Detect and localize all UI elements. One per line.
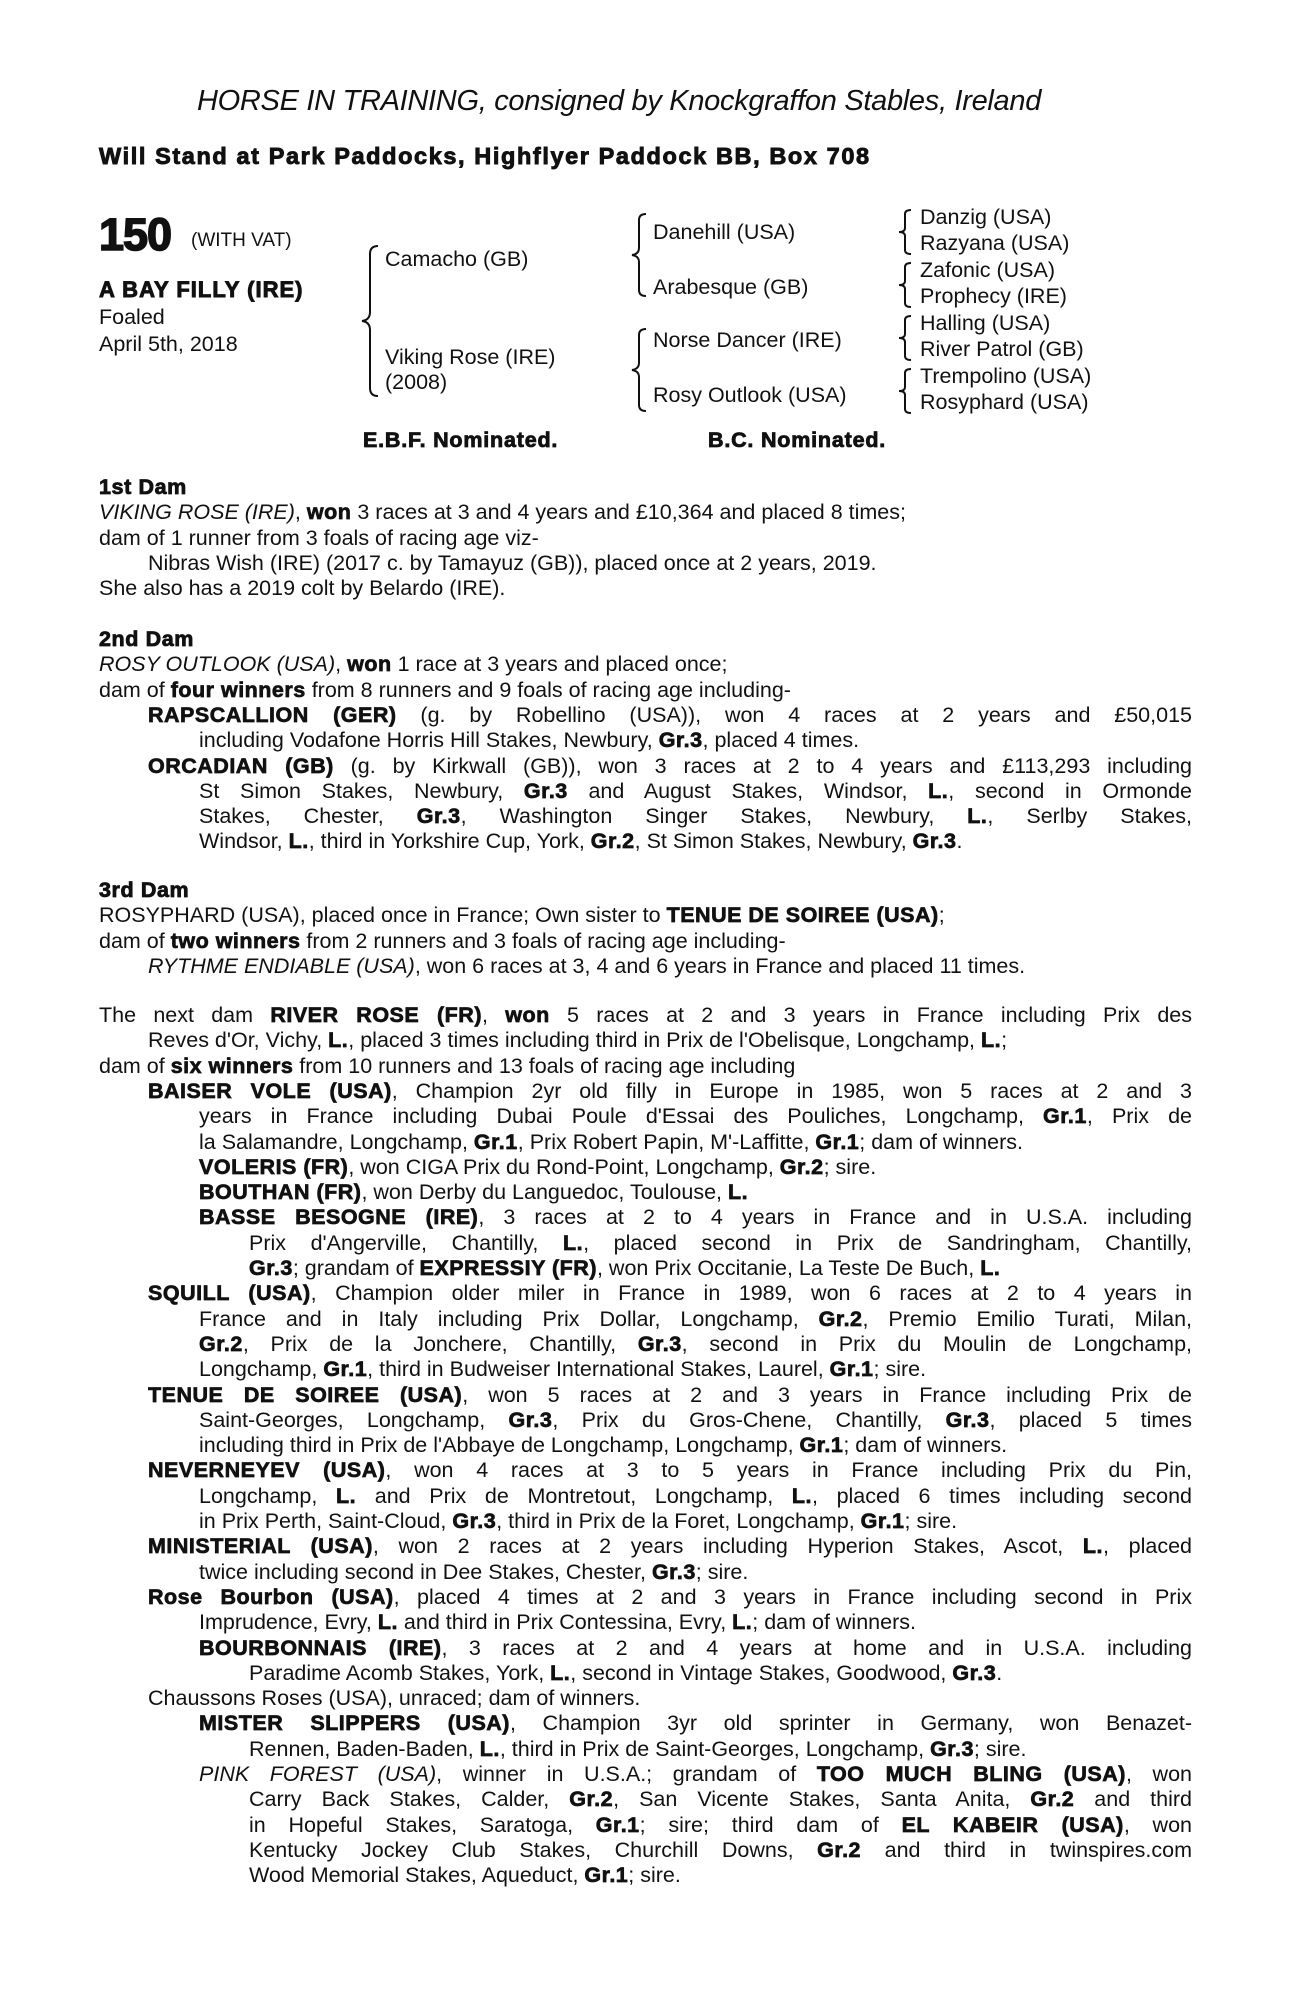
dam-dam-name: Rosy Outlook (USA)	[653, 383, 847, 407]
text: , San Vicente Stakes, Santa Anita,	[613, 1787, 1031, 1812]
text: Wood Memorial Stakes, Aqueduct,	[249, 1863, 585, 1888]
ancestor-pair-brace-icon	[895, 261, 915, 309]
record-line	[199, 1307, 1192, 1332]
record-line	[199, 779, 1192, 804]
text: ,	[481, 1003, 506, 1027]
text: , third in Prix de la Foret, Longchamp,	[496, 1509, 861, 1533]
record-line	[199, 728, 859, 753]
bold-text: EXPRESSIY (FR)	[419, 1256, 597, 1280]
ancestor-pair-brace-icon	[895, 314, 915, 362]
text: ; sire.	[823, 1154, 877, 1179]
record-line	[99, 903, 945, 928]
bold-text: Gr.1	[829, 1357, 874, 1382]
bold-text: won	[505, 1003, 550, 1027]
bold-text: Gr.1	[815, 1129, 860, 1154]
text: Imprudence, Evry,	[199, 1610, 378, 1635]
text: in Hopeful Stakes, Saratoga,	[249, 1812, 596, 1837]
text: ; sire.	[873, 1357, 927, 1382]
sire-sire-name: Danehill (USA)	[653, 220, 796, 244]
text: , Prix de	[1086, 1104, 1192, 1129]
bold-text: Gr.1	[473, 1129, 518, 1154]
text: .	[996, 1660, 1003, 1685]
record-line	[249, 1813, 1192, 1838]
record-line	[199, 1130, 1023, 1155]
text: , won 5 races at 2 and 3 years in France including Prix de	[462, 1382, 1192, 1407]
record-line	[249, 1661, 1002, 1686]
record-line	[148, 754, 1192, 779]
italic-text: PINK FOREST (USA)	[199, 1762, 437, 1786]
bold-text: BOURBONNAIS (IRE)	[199, 1635, 442, 1660]
text: , Prix Robert Papin, M'-Laffitte,	[517, 1129, 816, 1154]
bold-text: Gr.3	[952, 1660, 997, 1685]
record-line	[199, 1610, 916, 1635]
sire-dam-name: Arabesque (GB)	[653, 275, 809, 299]
text: ,	[335, 652, 348, 677]
dam-heading: 3rd Dam	[99, 878, 190, 902]
text: ; dam of winners.	[752, 1610, 916, 1635]
text: , Serlby Stakes,	[987, 804, 1192, 829]
record-line	[199, 1560, 748, 1585]
record-line	[99, 929, 786, 954]
text: , won Prix Occitanie, La Teste De Buch,	[596, 1256, 981, 1280]
text: and August Stakes, Windsor,	[567, 778, 929, 803]
text: , placed second in Prix de Sandringham, Chantilly,	[583, 1230, 1192, 1255]
bold-text: Rose Bourbon (USA)	[148, 1584, 394, 1609]
text: , third in Prix de Saint-Georges, Longchamp,	[499, 1736, 931, 1761]
bold-text: RIVER ROSE (FR)	[270, 1003, 482, 1027]
text: from 8 runners and 9 foals of racing age including-	[305, 677, 791, 702]
bold-text: Gr.1	[1043, 1104, 1087, 1129]
bold-text: L.	[791, 1483, 812, 1508]
text: dam of	[99, 677, 171, 702]
text: She also has a 2019 colt by Belardo (IRE).	[99, 576, 506, 601]
bold-text: TENUE DE SOIREE (USA)	[148, 1382, 463, 1407]
record-line	[199, 1509, 957, 1534]
text: , winner in U.S.A.; grandam of	[436, 1762, 817, 1786]
text: , Prix du Gros-Chene, Chantilly,	[552, 1407, 946, 1432]
text: , third in Budweiser International Stakes, Laurel,	[367, 1357, 830, 1382]
record-line	[99, 526, 539, 551]
bold-text: Gr.3	[416, 804, 461, 829]
text: , Washington Singer Stakes, Newbury,	[460, 804, 968, 829]
text: ,	[294, 500, 307, 525]
record-line	[99, 1054, 795, 1079]
record-line	[148, 1458, 1192, 1483]
bold-text: four winners	[170, 677, 306, 702]
record-line	[249, 1737, 1026, 1762]
text: , placed 6 times including second	[811, 1483, 1192, 1508]
text: and third	[1074, 1787, 1192, 1812]
text: , Champion older miler in France in 1989, won 6 races at 2 to 4 years in	[310, 1281, 1192, 1306]
dam-sire-name: Norse Dancer (IRE)	[653, 328, 842, 352]
text: ROSYPHARD (USA), placed once in France; Own sister to	[99, 903, 667, 928]
bold-text: EL KABEIR (USA)	[901, 1812, 1124, 1837]
text: , second in Ormonde	[948, 778, 1192, 803]
text: and Prix de Montretout, Longchamp,	[356, 1483, 792, 1508]
bold-text: Gr.1	[584, 1863, 629, 1888]
text: , won	[1123, 1812, 1192, 1837]
bold-text: RAPSCALLION (GER)	[148, 702, 397, 727]
foaled-date: April 5th, 2018	[99, 332, 238, 356]
bold-text: BOUTHAN (FR)	[199, 1180, 362, 1205]
third-gen-ancestor: Razyana (USA)	[920, 231, 1070, 255]
bold-text: Gr.3	[452, 1509, 497, 1533]
record-line	[148, 954, 1025, 979]
bold-text: MINISTERIAL (USA)	[148, 1534, 373, 1559]
text: , won 4 races at 3 to 5 years in France including Prix du Pin,	[385, 1458, 1192, 1483]
text: , Premio Emilio Turati, Milan,	[862, 1306, 1192, 1331]
text: and third in Prix Contessina, Evry,	[397, 1610, 733, 1635]
third-gen-ancestor: River Patrol (GB)	[920, 337, 1084, 361]
record-line	[199, 1155, 876, 1180]
text: , placed	[1102, 1534, 1192, 1559]
bold-text: Gr.3	[945, 1407, 990, 1432]
record-line	[148, 703, 1192, 728]
text: ; sire.	[904, 1509, 958, 1533]
record-line	[148, 1585, 1192, 1610]
bold-text: Gr.1	[799, 1433, 844, 1458]
bold-text: L.	[328, 1028, 349, 1053]
text: Longchamp,	[199, 1483, 336, 1508]
pedigree-brace-icon	[358, 244, 382, 398]
text: Windsor,	[199, 829, 289, 854]
text: , won Derby du Languedoc, Toulouse,	[361, 1180, 729, 1205]
text: , won CIGA Prix du Rond-Point, Longchamp,	[348, 1154, 780, 1179]
bold-text: Gr.3	[651, 1559, 696, 1584]
bold-text: NEVERNEYEV (USA)	[148, 1458, 386, 1483]
bold-text: Gr.3	[249, 1256, 293, 1280]
record-line	[199, 1636, 1192, 1661]
record-line	[199, 1433, 1007, 1458]
text: ; dam of winners.	[859, 1129, 1023, 1154]
bold-text: L.	[550, 1660, 571, 1685]
text: , Prix de la Jonchere, Chantilly,	[242, 1331, 638, 1356]
text: dam of	[99, 1053, 171, 1078]
record-line	[148, 1534, 1192, 1559]
lot-number: 150	[99, 209, 172, 260]
record-line	[249, 1838, 1192, 1863]
text: years in France including Dubai Poule d'Essai des Pouliches, Longchamp,	[199, 1104, 1044, 1129]
bold-text: two winners	[170, 928, 301, 953]
text: Saint-Georges, Longchamp,	[199, 1407, 509, 1432]
text: , second in Prix du Moulin de Longchamp,	[681, 1331, 1192, 1356]
bold-text: L.	[728, 1180, 749, 1205]
text: The next dam	[99, 1003, 271, 1027]
text: dam of	[99, 928, 171, 953]
text: Stakes, Chester,	[199, 804, 417, 829]
record-line	[199, 1762, 1192, 1787]
text: 1 race at 3 years and placed once;	[391, 652, 728, 677]
text: 5 races at 2 and 3 years in France including Prix des	[549, 1003, 1192, 1027]
text: .	[956, 829, 963, 854]
ebf-nomination: E.B.F. Nominated.	[363, 428, 559, 452]
bold-text: L.	[980, 1256, 1001, 1280]
dam-heading: 1st Dam	[99, 475, 187, 499]
record-line	[249, 1863, 681, 1888]
text: from 10 runners and 13 foals of racing age including	[293, 1053, 796, 1078]
bold-text: Gr.3	[930, 1736, 974, 1761]
bold-text: Gr.2	[817, 1837, 862, 1862]
text: Rennen, Baden-Baden,	[249, 1736, 480, 1761]
text: St Simon Stakes, Newbury,	[199, 778, 524, 803]
text: ; grandam of	[292, 1256, 420, 1280]
record-line	[199, 1332, 1192, 1357]
record-line	[199, 1357, 926, 1382]
text: ;	[1001, 1028, 1008, 1053]
record-line	[148, 1028, 1007, 1053]
text: Longchamp,	[199, 1357, 324, 1382]
text: Reves d'Or, Vichy,	[148, 1028, 329, 1053]
bold-text: won	[347, 652, 392, 677]
bold-text: Gr.3	[912, 829, 957, 854]
sire-name: Camacho (GB)	[385, 247, 529, 271]
text: including third in Prix de l'Abbaye de Longchamp, Longchamp,	[199, 1433, 800, 1458]
dam-name: Viking Rose (IRE)	[385, 345, 556, 369]
text: , placed 4 times at 2 and 3 years in France including second in Prix	[393, 1584, 1192, 1609]
ancestor-pair-brace-icon	[895, 367, 915, 415]
text: la Salamandre, Longchamp,	[199, 1129, 474, 1154]
record-line	[99, 1003, 1192, 1028]
third-gen-ancestor: Danzig (USA)	[920, 205, 1052, 229]
third-gen-ancestor: Zafonic (USA)	[920, 258, 1056, 282]
record-line	[148, 1383, 1192, 1408]
record-line	[99, 576, 505, 601]
text: ; sire; third dam of	[639, 1812, 902, 1837]
text: Chaussons Roses (USA), unraced; dam of winners.	[148, 1686, 641, 1711]
record-line	[199, 1484, 1192, 1509]
italic-text: ROSY OUTLOOK (USA)	[99, 652, 336, 677]
text: , placed 4 times.	[702, 728, 860, 753]
text: , won 6 races at 3, 4 and 6 years in France and placed 11 times.	[414, 953, 1026, 978]
text: , St Simon Stakes, Newbury,	[634, 829, 913, 854]
bold-text: L.	[288, 829, 309, 854]
text: , 3 races at 2 to 4 years in France and in U.S.A. including	[478, 1205, 1192, 1230]
record-line	[249, 1231, 1192, 1256]
sire-line-brace-icon	[628, 212, 650, 298]
record-line	[148, 1281, 1192, 1306]
record-line	[199, 829, 962, 854]
bold-text: L.	[335, 1483, 357, 1508]
text: Kentucky Jockey Club Stakes, Churchill Downs,	[249, 1837, 818, 1862]
record-line	[199, 1711, 1192, 1736]
bold-text: Gr.3	[658, 728, 703, 753]
record-line	[199, 1205, 1192, 1230]
record-line	[199, 804, 1192, 829]
text: ; sire.	[695, 1559, 749, 1584]
stable-location: Will Stand at Park Paddocks, Highflyer Paddock BB, Box 708	[99, 143, 871, 169]
bold-text: Gr.3	[508, 1407, 553, 1432]
bold-text: Gr.1	[595, 1812, 640, 1837]
bold-text: Gr.2	[590, 829, 635, 854]
text: from 2 runners and 3 foals of racing age including-	[300, 928, 786, 953]
text: 3 races at 3 and 4 years and £10,364 and placed 8 times;	[351, 500, 906, 525]
text: Paradime Acomb Stakes, York,	[249, 1660, 551, 1685]
bold-text: Gr.1	[860, 1509, 905, 1533]
bold-text: Gr.2	[199, 1331, 243, 1356]
text: , Champion 3yr old sprinter in Germany, won Benazet-	[509, 1711, 1192, 1736]
text: , won	[1125, 1762, 1192, 1786]
bold-text: L.	[732, 1610, 753, 1635]
text: ;	[938, 903, 945, 928]
record-line	[199, 1408, 1192, 1433]
text: Nibras Wish (IRE) (2017 c. by Tamayuz (GB)), placed once at 2 years, 2019.	[148, 550, 877, 575]
bold-text: Gr.3	[523, 778, 568, 803]
bold-text: six winners	[170, 1053, 294, 1078]
record-line	[99, 652, 727, 677]
bold-text: L.	[479, 1736, 500, 1761]
bold-text: L.	[377, 1610, 398, 1635]
record-line	[99, 678, 791, 703]
record-line	[199, 1180, 748, 1205]
bold-text: L.	[981, 1028, 1002, 1053]
bc-nomination: B.C. Nominated.	[708, 428, 887, 452]
bold-text: L.	[928, 778, 949, 803]
bold-text: won	[306, 500, 352, 525]
vat-note: (WITH VAT)	[191, 230, 292, 251]
text: , third in Yorkshire Cup, York,	[308, 829, 591, 854]
record-line	[148, 1079, 1192, 1104]
bold-text: Gr.2	[569, 1787, 614, 1812]
bold-text: VOLERIS (FR)	[199, 1154, 349, 1179]
text: , 3 races at 2 and 4 years at home and in U.S.A. including	[441, 1635, 1192, 1660]
text: (g. by Robellino (USA)), won 4 races at 2 years and £50,015	[396, 702, 1192, 727]
bold-text: TENUE DE SOIREE (USA)	[666, 903, 939, 928]
page-title: HORSE IN TRAINING, consigned by Knockgraffon Stables, Ireland	[197, 85, 1042, 117]
record-line	[148, 1686, 640, 1711]
ancestor-pair-brace-icon	[895, 208, 915, 256]
bold-text: Gr.2	[779, 1154, 824, 1179]
third-gen-ancestor: Prophecy (IRE)	[920, 284, 1067, 308]
record-line	[99, 500, 906, 525]
bold-text: Gr.2	[1030, 1787, 1075, 1812]
text: ; dam of winners.	[843, 1433, 1008, 1458]
bold-text: L.	[967, 804, 988, 829]
bold-text: L.	[562, 1230, 584, 1255]
bold-text: BAISER VOLE (USA)	[148, 1078, 392, 1103]
bold-text: Gr.2	[818, 1306, 863, 1331]
text: , Champion 2yr old filly in Europe in 1985, won 5 races at 2 and 3	[391, 1078, 1192, 1103]
text: and third in twinspires.com	[861, 1837, 1192, 1862]
bold-text: BASSE BESOGNE (IRE)	[199, 1205, 479, 1230]
text: , placed 3 times including third in Prix de l'Obelisque, Longchamp,	[348, 1028, 982, 1053]
bold-text: TOO MUCH BLING (USA)	[816, 1762, 1126, 1786]
third-gen-ancestor: Halling (USA)	[920, 311, 1051, 335]
horse-description: A BAY FILLY (IRE)	[99, 277, 304, 302]
text: including Vodafone Horris Hill Stakes, Newbury,	[199, 728, 659, 753]
text: ; sire.	[973, 1736, 1027, 1761]
record-line	[249, 1256, 1000, 1281]
bold-text: Gr.3	[637, 1331, 682, 1356]
text: (g. by Kirkwall (GB)), won 3 races at 2 to 4 years and £113,293 including	[333, 753, 1192, 778]
third-gen-ancestor: Trempolino (USA)	[920, 364, 1092, 388]
text: , placed 5 times	[989, 1407, 1192, 1432]
italic-text: VIKING ROSE (IRE)	[99, 500, 295, 525]
third-gen-ancestor: Rosyphard (USA)	[920, 390, 1089, 414]
text: France and in Italy including Prix Dollar, Longchamp,	[199, 1306, 819, 1331]
dam-line-brace-icon	[628, 327, 650, 413]
dam-heading: 2nd Dam	[99, 627, 194, 651]
foaled-label: Foaled	[99, 305, 165, 329]
text: twice including second in Dee Stakes, Chester,	[199, 1559, 652, 1584]
bold-text: MISTER SLIPPERS (USA)	[199, 1711, 510, 1736]
dam-year: (2008)	[385, 370, 448, 394]
bold-text: SQUILL (USA)	[148, 1281, 311, 1306]
text: , second in Vintage Stakes, Goodwood,	[570, 1660, 953, 1685]
text: Carry Back Stakes, Calder,	[249, 1787, 570, 1812]
record-line	[148, 551, 877, 576]
bold-text: L.	[1082, 1534, 1103, 1559]
text: , won 2 races at 2 years including Hyperion Stakes, Ascot,	[372, 1534, 1083, 1559]
bold-text: ORCADIAN (GB)	[148, 753, 334, 778]
record-line	[199, 1104, 1192, 1129]
bold-text: Gr.1	[323, 1357, 368, 1382]
text: Prix d'Angerville, Chantilly,	[249, 1230, 563, 1255]
text: in Prix Perth, Saint-Cloud,	[199, 1509, 453, 1533]
text: dam of 1 runner from 3 foals of racing age viz-	[99, 525, 539, 550]
italic-text: RYTHME ENDIABLE (USA)	[148, 953, 415, 978]
record-line	[249, 1787, 1192, 1812]
text: ; sire.	[628, 1863, 681, 1888]
